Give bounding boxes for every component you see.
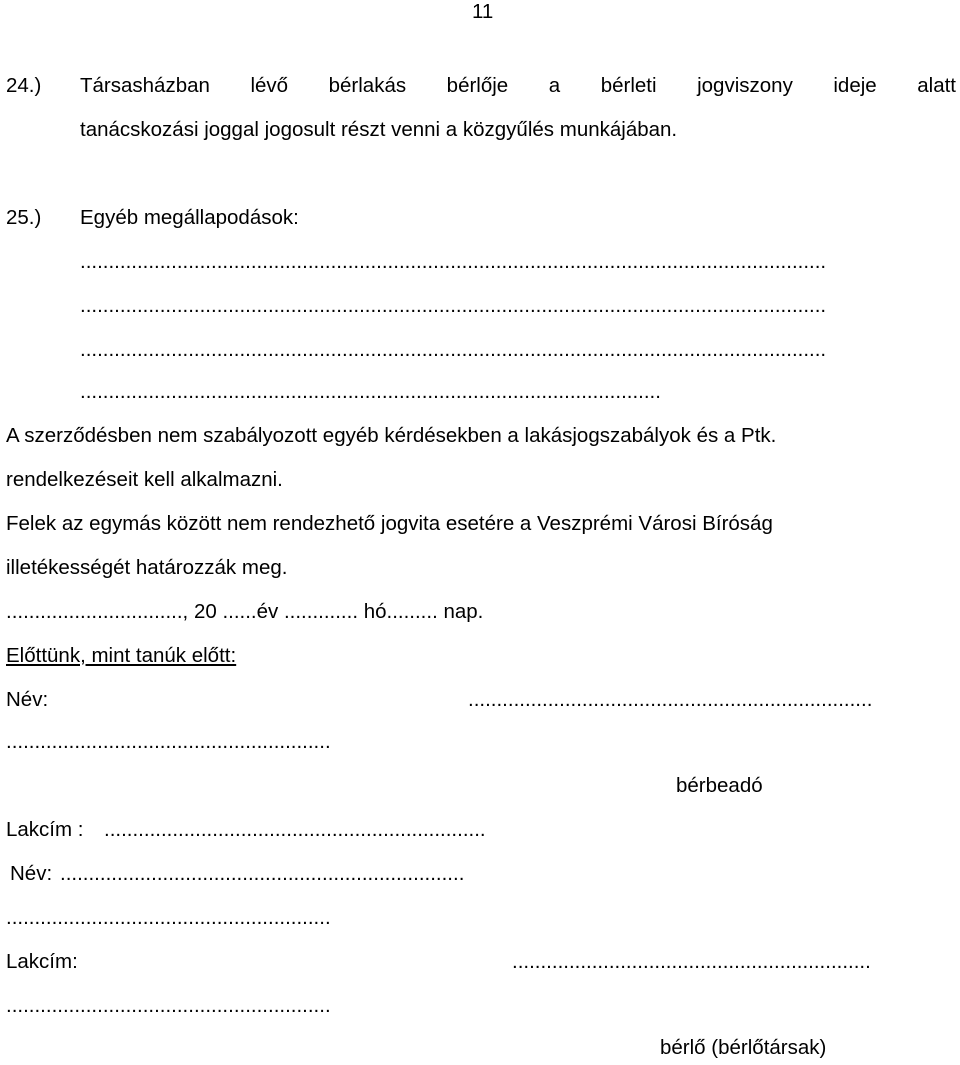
item-25-number: 25.): [6, 206, 42, 229]
paragraph-1-line2: rendelkezéseit kell alkalmazni.: [6, 468, 283, 491]
item-25-fill-line-2: ...................................................................................................................................: [80, 294, 827, 317]
paragraph-2-line2: illetékességét határozzák meg.: [6, 556, 288, 579]
item-25-fill-line-3: ...................................................................................................................................: [80, 338, 827, 361]
item-24-line2: tanácskozási joggal jogosult részt venni a közgyűlés munkájában.: [80, 118, 678, 141]
date-line: ..............................., 20 ......év ............. hó......... nap.: [6, 600, 484, 623]
item-24-number: 24.): [6, 74, 42, 97]
witness-2-address-label: Lakcím:: [6, 950, 78, 973]
witness-1-name-dots: .......................................................................: [468, 688, 873, 711]
landlord-signature-label: bérbeadó: [676, 774, 763, 797]
tenant-signature-label: bérlő (bérlőtársak): [660, 1036, 827, 1059]
page-number: 11: [472, 0, 494, 23]
witness-2-name-dots: .......................................................................: [60, 862, 465, 885]
item-25-title: Egyéb megállapodások:: [80, 206, 299, 229]
witness-2-address-dots: ...............................................................: [512, 950, 871, 973]
witness-1-name-dots-2: .........................................................: [6, 730, 331, 753]
witness-1-name-label: Név:: [6, 688, 49, 711]
item-25-fill-line-4: ......................................................................................................: [80, 380, 661, 403]
witness-2-address-dots-2: .........................................................: [6, 994, 331, 1017]
witness-1-address-dots: ...................................................................: [104, 818, 486, 841]
witness-2-name-label: Név:: [10, 862, 53, 885]
witness-2-name-dots-2: .........................................................: [6, 906, 331, 929]
witnesses-heading: Előttünk, mint tanúk előtt:: [6, 644, 237, 667]
item-24-line1: Társasházban lévő bérlakás bérlője a bérleti jogviszony ideje alatt: [80, 74, 956, 97]
paragraph-2-line1: Felek az egymás között nem rendezhető jogvita esetére a Veszprémi Városi Bíróság: [6, 512, 773, 535]
paragraph-1-line1: A szerződésben nem szabályozott egyéb kérdésekben a lakásjogszabályok és a Ptk.: [6, 424, 777, 447]
witness-1-address-label: Lakcím :: [6, 818, 84, 841]
item-25-fill-line-1: ...................................................................................................................................: [80, 250, 827, 273]
